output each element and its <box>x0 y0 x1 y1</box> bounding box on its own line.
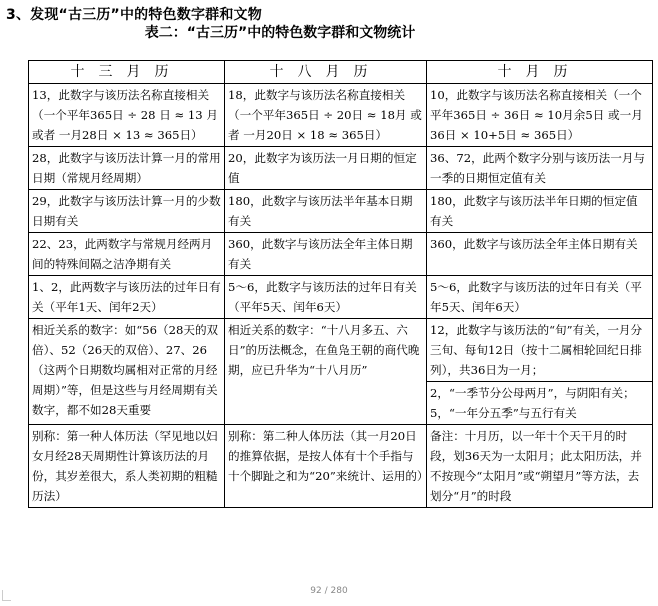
table-cell: 13，此数字与该历法名称直接相关（一个平年365日 ÷ 28 日 ≈ 13 月 或者 一月28日 × 13 ≈ 365日） <box>29 84 225 147</box>
header-thirteen-month: 十三月历 <box>29 61 225 84</box>
table-cell: 1、2，此两数字与该历法的过年日有关（平年1天、闰年2天） <box>29 276 225 319</box>
table-cell: 相近关系的数字：“十八月多五、六日”的历法概念，在鱼凫王朝的商代晚期，应已升华为“十八月历” <box>225 319 427 425</box>
table-row <box>29 425 653 508</box>
table-cell: 22、23，此两数字与常规月经两月间的特殊间隔之洁净期有关 <box>29 233 225 276</box>
table-row <box>29 147 653 190</box>
table-cell: 5～6，此数字与该历法的过年日有关（平年5天、闰年6天） <box>427 276 653 319</box>
table-caption: 表二：“古三历”中的特色数字群和文物统计 <box>144 25 416 41</box>
table-cell: 5～6，此数字与该历法的过年日有关（平年5天、闰年6天） <box>225 276 427 319</box>
table-cell: 180，此数字与该历法半年基本日期有关 <box>225 190 427 233</box>
table-cell: 相近关系的数字：如“56（28天的双倍）、52（26天的双倍）、27、26（这两个日期数均属相对正常的月经周期）”等，但是这些与月经周期有关数字，都不如28天重要 <box>29 319 225 425</box>
table-cell: 10，此数字与该历法名称直接相关（一个平年365日 ÷ 36日 ≈ 10月余5日 或一月36日 × 10+5日 ≈ 365日） <box>427 84 653 147</box>
table-row <box>29 190 653 233</box>
table-cell: 29，此数字与该历法计算一月的少数日期有关 <box>29 190 225 233</box>
table-cell: 别称：第一种人体历法（罕见地以妇女月经28天周期性计算该历法的月份，其岁差很大，系人类初期的粗糙历法） <box>29 425 225 508</box>
table-cell: 12，此数字与该历法的“旬”有关，一月分三旬、每旬12日（按十二属相轮回纪日排列），共36日为一月； <box>427 319 653 382</box>
table-cell: 28，此数字与该历法计算一月的常用日期（常规月经周期） <box>29 147 225 190</box>
table-row <box>29 276 653 319</box>
table-cell: 360，此数字与该历法全年主体日期有关 <box>225 233 427 276</box>
calendar-number-table <box>28 60 653 508</box>
table-cell: 360，此数字与该历法全年主体日期有关 <box>427 233 653 276</box>
table-row <box>29 233 653 276</box>
table-cell: 180，此数字与该历法半年日期的恒定值有关 <box>427 190 653 233</box>
table-cell: 别称：第二种人体历法（其一月20日的推算依据，是按人体有十个手指与十个脚趾之和为“20”来统计、运用的） <box>225 425 427 508</box>
table-cell: 18，此数字与该历法名称直接相关（一个平年365日 ÷ 20日 ≈ 18月 或者 一月20日 × 18 ≈ 365日） <box>225 84 427 147</box>
table-cell: 20，此数字为该历法一月日期的恒定值 <box>225 147 427 190</box>
table-row <box>29 84 653 147</box>
table-cell: 36、72，此两个数字分别与该历法一月与一季的日期恒定值有关 <box>427 147 653 190</box>
table-cell: 备注：十月历，以一年十个天干月的时段，划36天为一太阳月；此太阳历法，并不按现今“太阳月”或“朔望月”等方法，去划分“月”的时段 <box>427 425 653 508</box>
table-header-row <box>29 61 653 84</box>
table-row <box>29 319 653 382</box>
section-heading: 3、发现“古三历”中的特色数字群和文物 <box>6 7 262 23</box>
header-ten-month: 十月历 <box>427 61 653 84</box>
header-eighteen-month: 十八月历 <box>225 61 427 84</box>
table-cell: 2，“一季节分公母两月”，与阴阳有关；5，“一年分五季”与五行有关 <box>427 382 653 425</box>
page-number: 92 / 280 <box>310 586 348 596</box>
